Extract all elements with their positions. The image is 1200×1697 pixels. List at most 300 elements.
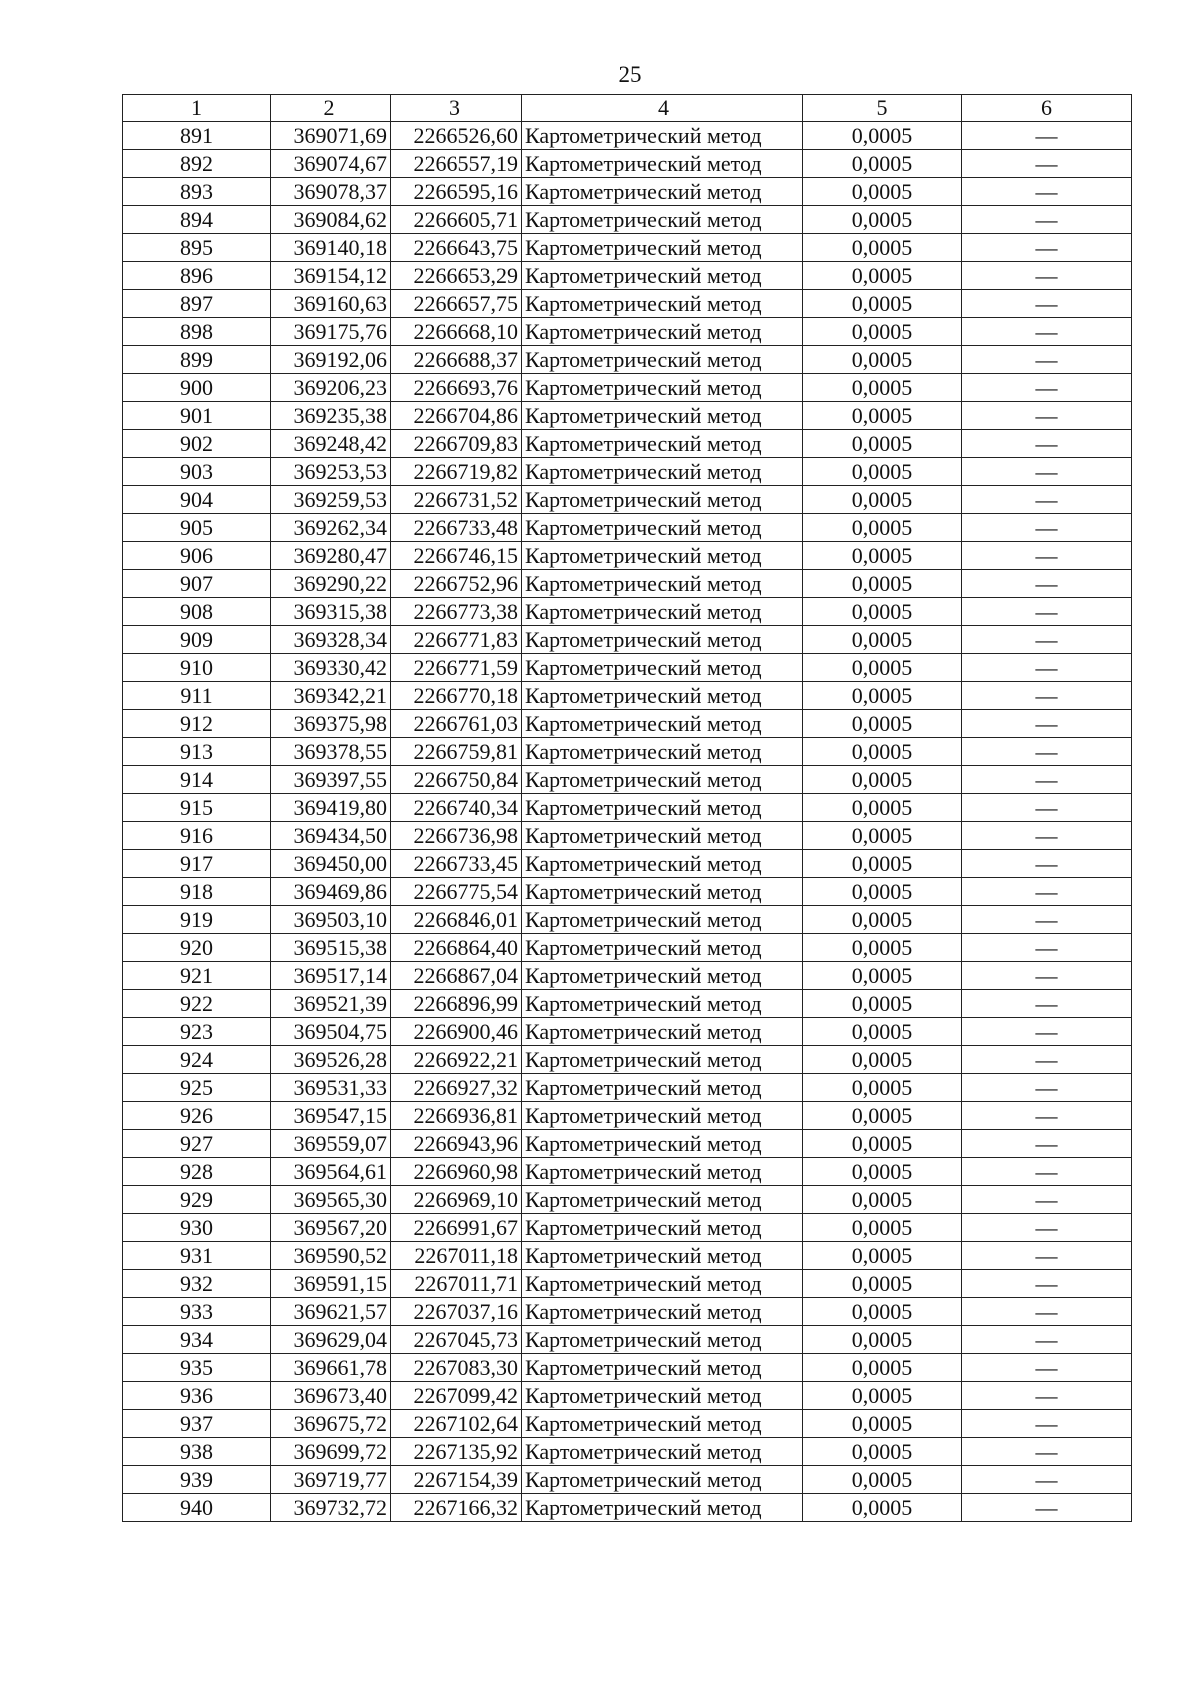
point-number-cell: 921 bbox=[123, 962, 271, 990]
table-row bbox=[123, 122, 1132, 150]
table-row bbox=[123, 1494, 1132, 1522]
x-coordinate-cell: 369531,33 bbox=[271, 1074, 391, 1102]
accuracy-cell: 0,0005 bbox=[803, 1382, 962, 1410]
point-number-cell: 913 bbox=[123, 738, 271, 766]
y-coordinate-cell: 2267011,18 bbox=[391, 1242, 522, 1270]
method-cell: Картометрический метод bbox=[522, 346, 803, 374]
description-cell: — bbox=[962, 794, 1132, 822]
point-number-cell: 916 bbox=[123, 822, 271, 850]
table-row bbox=[123, 206, 1132, 234]
description-cell: — bbox=[962, 1046, 1132, 1074]
description-cell: — bbox=[962, 542, 1132, 570]
accuracy-cell: 0,0005 bbox=[803, 934, 962, 962]
x-coordinate-cell: 369342,21 bbox=[271, 682, 391, 710]
point-number-cell: 894 bbox=[123, 206, 271, 234]
column-header-6: 6 bbox=[962, 95, 1132, 122]
table-row bbox=[123, 738, 1132, 766]
x-coordinate-cell: 369160,63 bbox=[271, 290, 391, 318]
method-cell: Картометрический метод bbox=[522, 430, 803, 458]
description-cell: — bbox=[962, 1242, 1132, 1270]
x-coordinate-cell: 369719,77 bbox=[271, 1466, 391, 1494]
y-coordinate-cell: 2266693,76 bbox=[391, 374, 522, 402]
description-cell: — bbox=[962, 486, 1132, 514]
x-coordinate-cell: 369328,34 bbox=[271, 626, 391, 654]
header-row bbox=[123, 95, 1132, 122]
y-coordinate-cell: 2266896,99 bbox=[391, 990, 522, 1018]
description-cell: — bbox=[962, 906, 1132, 934]
table-row bbox=[123, 1102, 1132, 1130]
accuracy-cell: 0,0005 bbox=[803, 346, 962, 374]
accuracy-cell: 0,0005 bbox=[803, 122, 962, 150]
method-cell: Картометрический метод bbox=[522, 906, 803, 934]
accuracy-cell: 0,0005 bbox=[803, 822, 962, 850]
accuracy-cell: 0,0005 bbox=[803, 1130, 962, 1158]
point-number-cell: 896 bbox=[123, 262, 271, 290]
table-row bbox=[123, 1046, 1132, 1074]
point-number-cell: 912 bbox=[123, 710, 271, 738]
table-row bbox=[123, 374, 1132, 402]
x-coordinate-cell: 369206,23 bbox=[271, 374, 391, 402]
x-coordinate-cell: 369419,80 bbox=[271, 794, 391, 822]
point-number-cell: 917 bbox=[123, 850, 271, 878]
y-coordinate-cell: 2267099,42 bbox=[391, 1382, 522, 1410]
point-number-cell: 907 bbox=[123, 570, 271, 598]
accuracy-cell: 0,0005 bbox=[803, 738, 962, 766]
description-cell: — bbox=[962, 234, 1132, 262]
accuracy-cell: 0,0005 bbox=[803, 654, 962, 682]
accuracy-cell: 0,0005 bbox=[803, 430, 962, 458]
point-number-cell: 930 bbox=[123, 1214, 271, 1242]
method-cell: Картометрический метод bbox=[522, 1466, 803, 1494]
method-cell: Картометрический метод bbox=[522, 374, 803, 402]
method-cell: Картометрический метод bbox=[522, 542, 803, 570]
point-number-cell: 901 bbox=[123, 402, 271, 430]
x-coordinate-cell: 369675,72 bbox=[271, 1410, 391, 1438]
y-coordinate-cell: 2266595,16 bbox=[391, 178, 522, 206]
accuracy-cell: 0,0005 bbox=[803, 402, 962, 430]
method-cell: Картометрический метод bbox=[522, 402, 803, 430]
x-coordinate-cell: 369699,72 bbox=[271, 1438, 391, 1466]
method-cell: Картометрический метод bbox=[522, 710, 803, 738]
method-cell: Картометрический метод bbox=[522, 1102, 803, 1130]
x-coordinate-cell: 369375,98 bbox=[271, 710, 391, 738]
y-coordinate-cell: 2266688,37 bbox=[391, 346, 522, 374]
y-coordinate-cell: 2266643,75 bbox=[391, 234, 522, 262]
point-number-cell: 938 bbox=[123, 1438, 271, 1466]
coordinates-table bbox=[122, 94, 1132, 1522]
table-row bbox=[123, 1270, 1132, 1298]
table-header bbox=[123, 95, 1132, 122]
method-cell: Картометрический метод bbox=[522, 262, 803, 290]
column-header-2: 2 bbox=[271, 95, 391, 122]
point-number-cell: 922 bbox=[123, 990, 271, 1018]
table-row bbox=[123, 150, 1132, 178]
table-row bbox=[123, 850, 1132, 878]
description-cell: — bbox=[962, 570, 1132, 598]
point-number-cell: 939 bbox=[123, 1466, 271, 1494]
table-row bbox=[123, 1326, 1132, 1354]
x-coordinate-cell: 369084,62 bbox=[271, 206, 391, 234]
point-number-cell: 891 bbox=[123, 122, 271, 150]
y-coordinate-cell: 2267083,30 bbox=[391, 1354, 522, 1382]
description-cell: — bbox=[962, 1158, 1132, 1186]
accuracy-cell: 0,0005 bbox=[803, 262, 962, 290]
table-row bbox=[123, 486, 1132, 514]
method-cell: Картометрический метод bbox=[522, 850, 803, 878]
x-coordinate-cell: 369253,53 bbox=[271, 458, 391, 486]
y-coordinate-cell: 2266605,71 bbox=[391, 206, 522, 234]
y-coordinate-cell: 2266526,60 bbox=[391, 122, 522, 150]
table-row bbox=[123, 710, 1132, 738]
x-coordinate-cell: 369434,50 bbox=[271, 822, 391, 850]
method-cell: Картометрический метод bbox=[522, 654, 803, 682]
description-cell: — bbox=[962, 1466, 1132, 1494]
accuracy-cell: 0,0005 bbox=[803, 1494, 962, 1522]
method-cell: Картометрический метод bbox=[522, 1382, 803, 1410]
accuracy-cell: 0,0005 bbox=[803, 1354, 962, 1382]
y-coordinate-cell: 2267154,39 bbox=[391, 1466, 522, 1494]
description-cell: — bbox=[962, 1298, 1132, 1326]
method-cell: Картометрический метод bbox=[522, 1130, 803, 1158]
y-coordinate-cell: 2266960,98 bbox=[391, 1158, 522, 1186]
table-row bbox=[123, 346, 1132, 374]
table-row bbox=[123, 1214, 1132, 1242]
accuracy-cell: 0,0005 bbox=[803, 1326, 962, 1354]
point-number-cell: 925 bbox=[123, 1074, 271, 1102]
table-row bbox=[123, 990, 1132, 1018]
description-cell: — bbox=[962, 290, 1132, 318]
accuracy-cell: 0,0005 bbox=[803, 598, 962, 626]
method-cell: Картометрический метод bbox=[522, 318, 803, 346]
point-number-cell: 909 bbox=[123, 626, 271, 654]
description-cell: — bbox=[962, 878, 1132, 906]
y-coordinate-cell: 2266731,52 bbox=[391, 486, 522, 514]
method-cell: Картометрический метод bbox=[522, 206, 803, 234]
y-coordinate-cell: 2266922,21 bbox=[391, 1046, 522, 1074]
method-cell: Картометрический метод bbox=[522, 1298, 803, 1326]
y-coordinate-cell: 2266557,19 bbox=[391, 150, 522, 178]
method-cell: Картометрический метод bbox=[522, 1494, 803, 1522]
point-number-cell: 898 bbox=[123, 318, 271, 346]
accuracy-cell: 0,0005 bbox=[803, 1466, 962, 1494]
table-row bbox=[123, 234, 1132, 262]
table-row bbox=[123, 318, 1132, 346]
accuracy-cell: 0,0005 bbox=[803, 318, 962, 346]
x-coordinate-cell: 369248,42 bbox=[271, 430, 391, 458]
description-cell: — bbox=[962, 1102, 1132, 1130]
table-row bbox=[123, 822, 1132, 850]
accuracy-cell: 0,0005 bbox=[803, 990, 962, 1018]
y-coordinate-cell: 2266770,18 bbox=[391, 682, 522, 710]
point-number-cell: 895 bbox=[123, 234, 271, 262]
table-row bbox=[123, 542, 1132, 570]
method-cell: Картометрический метод bbox=[522, 570, 803, 598]
y-coordinate-cell: 2266759,81 bbox=[391, 738, 522, 766]
description-cell: — bbox=[962, 1410, 1132, 1438]
description-cell: — bbox=[962, 1074, 1132, 1102]
description-cell: — bbox=[962, 1382, 1132, 1410]
accuracy-cell: 0,0005 bbox=[803, 878, 962, 906]
method-cell: Картометрический метод bbox=[522, 1242, 803, 1270]
method-cell: Картометрический метод bbox=[522, 1354, 803, 1382]
accuracy-cell: 0,0005 bbox=[803, 626, 962, 654]
description-cell: — bbox=[962, 262, 1132, 290]
accuracy-cell: 0,0005 bbox=[803, 1158, 962, 1186]
y-coordinate-cell: 2266653,29 bbox=[391, 262, 522, 290]
y-coordinate-cell: 2266709,83 bbox=[391, 430, 522, 458]
y-coordinate-cell: 2266761,03 bbox=[391, 710, 522, 738]
point-number-cell: 915 bbox=[123, 794, 271, 822]
y-coordinate-cell: 2266736,98 bbox=[391, 822, 522, 850]
point-number-cell: 897 bbox=[123, 290, 271, 318]
table-row bbox=[123, 794, 1132, 822]
x-coordinate-cell: 369591,15 bbox=[271, 1270, 391, 1298]
point-number-cell: 924 bbox=[123, 1046, 271, 1074]
y-coordinate-cell: 2266746,15 bbox=[391, 542, 522, 570]
y-coordinate-cell: 2266740,34 bbox=[391, 794, 522, 822]
point-number-cell: 929 bbox=[123, 1186, 271, 1214]
table-row bbox=[123, 598, 1132, 626]
y-coordinate-cell: 2266927,32 bbox=[391, 1074, 522, 1102]
accuracy-cell: 0,0005 bbox=[803, 962, 962, 990]
description-cell: — bbox=[962, 626, 1132, 654]
y-coordinate-cell: 2267166,32 bbox=[391, 1494, 522, 1522]
description-cell: — bbox=[962, 122, 1132, 150]
description-cell: — bbox=[962, 178, 1132, 206]
table-row bbox=[123, 626, 1132, 654]
y-coordinate-cell: 2266733,48 bbox=[391, 514, 522, 542]
description-cell: — bbox=[962, 766, 1132, 794]
accuracy-cell: 0,0005 bbox=[803, 234, 962, 262]
x-coordinate-cell: 369315,38 bbox=[271, 598, 391, 626]
x-coordinate-cell: 369175,76 bbox=[271, 318, 391, 346]
point-number-cell: 905 bbox=[123, 514, 271, 542]
point-number-cell: 931 bbox=[123, 1242, 271, 1270]
column-header-4: 4 bbox=[522, 95, 803, 122]
y-coordinate-cell: 2267037,16 bbox=[391, 1298, 522, 1326]
table-row bbox=[123, 1466, 1132, 1494]
description-cell: — bbox=[962, 1018, 1132, 1046]
point-number-cell: 928 bbox=[123, 1158, 271, 1186]
table-row bbox=[123, 1158, 1132, 1186]
table-row bbox=[123, 766, 1132, 794]
description-cell: — bbox=[962, 850, 1132, 878]
table-body bbox=[123, 122, 1132, 1522]
point-number-cell: 927 bbox=[123, 1130, 271, 1158]
table-row bbox=[123, 934, 1132, 962]
method-cell: Картометрический метод bbox=[522, 766, 803, 794]
y-coordinate-cell: 2266771,83 bbox=[391, 626, 522, 654]
table-row bbox=[123, 654, 1132, 682]
method-cell: Картометрический метод bbox=[522, 1270, 803, 1298]
description-cell: — bbox=[962, 514, 1132, 542]
table-row bbox=[123, 682, 1132, 710]
y-coordinate-cell: 2266657,75 bbox=[391, 290, 522, 318]
x-coordinate-cell: 369469,86 bbox=[271, 878, 391, 906]
description-cell: — bbox=[962, 1130, 1132, 1158]
x-coordinate-cell: 369621,57 bbox=[271, 1298, 391, 1326]
y-coordinate-cell: 2267135,92 bbox=[391, 1438, 522, 1466]
table-row bbox=[123, 1438, 1132, 1466]
x-coordinate-cell: 369140,18 bbox=[271, 234, 391, 262]
y-coordinate-cell: 2266773,38 bbox=[391, 598, 522, 626]
method-cell: Картометрический метод bbox=[522, 822, 803, 850]
method-cell: Картометрический метод bbox=[522, 150, 803, 178]
accuracy-cell: 0,0005 bbox=[803, 178, 962, 206]
table-row bbox=[123, 514, 1132, 542]
point-number-cell: 935 bbox=[123, 1354, 271, 1382]
point-number-cell: 892 bbox=[123, 150, 271, 178]
y-coordinate-cell: 2266943,96 bbox=[391, 1130, 522, 1158]
x-coordinate-cell: 369504,75 bbox=[271, 1018, 391, 1046]
x-coordinate-cell: 369450,00 bbox=[271, 850, 391, 878]
description-cell: — bbox=[962, 1494, 1132, 1522]
x-coordinate-cell: 369629,04 bbox=[271, 1326, 391, 1354]
method-cell: Картометрический метод bbox=[522, 990, 803, 1018]
point-number-cell: 933 bbox=[123, 1298, 271, 1326]
x-coordinate-cell: 369154,12 bbox=[271, 262, 391, 290]
method-cell: Картометрический метод bbox=[522, 486, 803, 514]
point-number-cell: 932 bbox=[123, 1270, 271, 1298]
x-coordinate-cell: 369559,07 bbox=[271, 1130, 391, 1158]
method-cell: Картометрический метод bbox=[522, 122, 803, 150]
method-cell: Картометрический метод bbox=[522, 794, 803, 822]
column-header-5: 5 bbox=[803, 95, 962, 122]
method-cell: Картометрический метод bbox=[522, 1214, 803, 1242]
table-row bbox=[123, 570, 1132, 598]
x-coordinate-cell: 369515,38 bbox=[271, 934, 391, 962]
point-number-cell: 914 bbox=[123, 766, 271, 794]
accuracy-cell: 0,0005 bbox=[803, 766, 962, 794]
y-coordinate-cell: 2267102,64 bbox=[391, 1410, 522, 1438]
description-cell: — bbox=[962, 654, 1132, 682]
y-coordinate-cell: 2266771,59 bbox=[391, 654, 522, 682]
y-coordinate-cell: 2266991,67 bbox=[391, 1214, 522, 1242]
x-coordinate-cell: 369290,22 bbox=[271, 570, 391, 598]
y-coordinate-cell: 2266864,40 bbox=[391, 934, 522, 962]
description-cell: — bbox=[962, 1214, 1132, 1242]
y-coordinate-cell: 2266719,82 bbox=[391, 458, 522, 486]
description-cell: — bbox=[962, 206, 1132, 234]
x-coordinate-cell: 369074,67 bbox=[271, 150, 391, 178]
point-number-cell: 919 bbox=[123, 906, 271, 934]
table-row bbox=[123, 430, 1132, 458]
table-row bbox=[123, 878, 1132, 906]
table-row bbox=[123, 1074, 1132, 1102]
accuracy-cell: 0,0005 bbox=[803, 1074, 962, 1102]
y-coordinate-cell: 2267011,71 bbox=[391, 1270, 522, 1298]
point-number-cell: 923 bbox=[123, 1018, 271, 1046]
x-coordinate-cell: 369330,42 bbox=[271, 654, 391, 682]
method-cell: Картометрический метод bbox=[522, 234, 803, 262]
method-cell: Картометрический метод bbox=[522, 598, 803, 626]
column-header-3: 3 bbox=[391, 95, 522, 122]
accuracy-cell: 0,0005 bbox=[803, 710, 962, 738]
method-cell: Картометрический метод bbox=[522, 962, 803, 990]
page-number: 25 bbox=[618, 62, 642, 87]
x-coordinate-cell: 369567,20 bbox=[271, 1214, 391, 1242]
accuracy-cell: 0,0005 bbox=[803, 1018, 962, 1046]
accuracy-cell: 0,0005 bbox=[803, 1298, 962, 1326]
accuracy-cell: 0,0005 bbox=[803, 1270, 962, 1298]
method-cell: Картометрический метод bbox=[522, 1410, 803, 1438]
accuracy-cell: 0,0005 bbox=[803, 906, 962, 934]
table-row bbox=[123, 458, 1132, 486]
method-cell: Картометрический метод bbox=[522, 1046, 803, 1074]
accuracy-cell: 0,0005 bbox=[803, 1438, 962, 1466]
accuracy-cell: 0,0005 bbox=[803, 458, 962, 486]
description-cell: — bbox=[962, 990, 1132, 1018]
table-row bbox=[123, 290, 1132, 318]
description-cell: — bbox=[962, 374, 1132, 402]
accuracy-cell: 0,0005 bbox=[803, 682, 962, 710]
table-row bbox=[123, 1298, 1132, 1326]
x-coordinate-cell: 369397,55 bbox=[271, 766, 391, 794]
method-cell: Картометрический метод bbox=[522, 738, 803, 766]
table-row bbox=[123, 262, 1132, 290]
method-cell: Картометрический метод bbox=[522, 1018, 803, 1046]
table-row bbox=[123, 1410, 1132, 1438]
description-cell: — bbox=[962, 458, 1132, 486]
description-cell: — bbox=[962, 598, 1132, 626]
table-row bbox=[123, 1186, 1132, 1214]
x-coordinate-cell: 369262,34 bbox=[271, 514, 391, 542]
accuracy-cell: 0,0005 bbox=[803, 206, 962, 234]
method-cell: Картометрический метод bbox=[522, 1158, 803, 1186]
y-coordinate-cell: 2266900,46 bbox=[391, 1018, 522, 1046]
x-coordinate-cell: 369661,78 bbox=[271, 1354, 391, 1382]
table-row bbox=[123, 178, 1132, 206]
point-number-cell: 904 bbox=[123, 486, 271, 514]
accuracy-cell: 0,0005 bbox=[803, 542, 962, 570]
description-cell: — bbox=[962, 1186, 1132, 1214]
point-number-cell: 940 bbox=[123, 1494, 271, 1522]
table-row bbox=[123, 962, 1132, 990]
point-number-cell: 926 bbox=[123, 1102, 271, 1130]
description-cell: — bbox=[962, 402, 1132, 430]
point-number-cell: 918 bbox=[123, 878, 271, 906]
method-cell: Картометрический метод bbox=[522, 878, 803, 906]
y-coordinate-cell: 2266752,96 bbox=[391, 570, 522, 598]
description-cell: — bbox=[962, 710, 1132, 738]
accuracy-cell: 0,0005 bbox=[803, 850, 962, 878]
x-coordinate-cell: 369732,72 bbox=[271, 1494, 391, 1522]
description-cell: — bbox=[962, 430, 1132, 458]
description-cell: — bbox=[962, 1270, 1132, 1298]
y-coordinate-cell: 2267045,73 bbox=[391, 1326, 522, 1354]
accuracy-cell: 0,0005 bbox=[803, 290, 962, 318]
x-coordinate-cell: 369564,61 bbox=[271, 1158, 391, 1186]
column-header-1: 1 bbox=[123, 95, 271, 122]
x-coordinate-cell: 369503,10 bbox=[271, 906, 391, 934]
point-number-cell: 937 bbox=[123, 1410, 271, 1438]
method-cell: Картометрический метод bbox=[522, 934, 803, 962]
x-coordinate-cell: 369235,38 bbox=[271, 402, 391, 430]
table-row bbox=[123, 1130, 1132, 1158]
accuracy-cell: 0,0005 bbox=[803, 1046, 962, 1074]
y-coordinate-cell: 2266775,54 bbox=[391, 878, 522, 906]
x-coordinate-cell: 369517,14 bbox=[271, 962, 391, 990]
accuracy-cell: 0,0005 bbox=[803, 794, 962, 822]
method-cell: Картометрический метод bbox=[522, 1074, 803, 1102]
method-cell: Картометрический метод bbox=[522, 626, 803, 654]
x-coordinate-cell: 369280,47 bbox=[271, 542, 391, 570]
table-row bbox=[123, 906, 1132, 934]
accuracy-cell: 0,0005 bbox=[803, 1102, 962, 1130]
method-cell: Картометрический метод bbox=[522, 178, 803, 206]
x-coordinate-cell: 369673,40 bbox=[271, 1382, 391, 1410]
point-number-cell: 903 bbox=[123, 458, 271, 486]
